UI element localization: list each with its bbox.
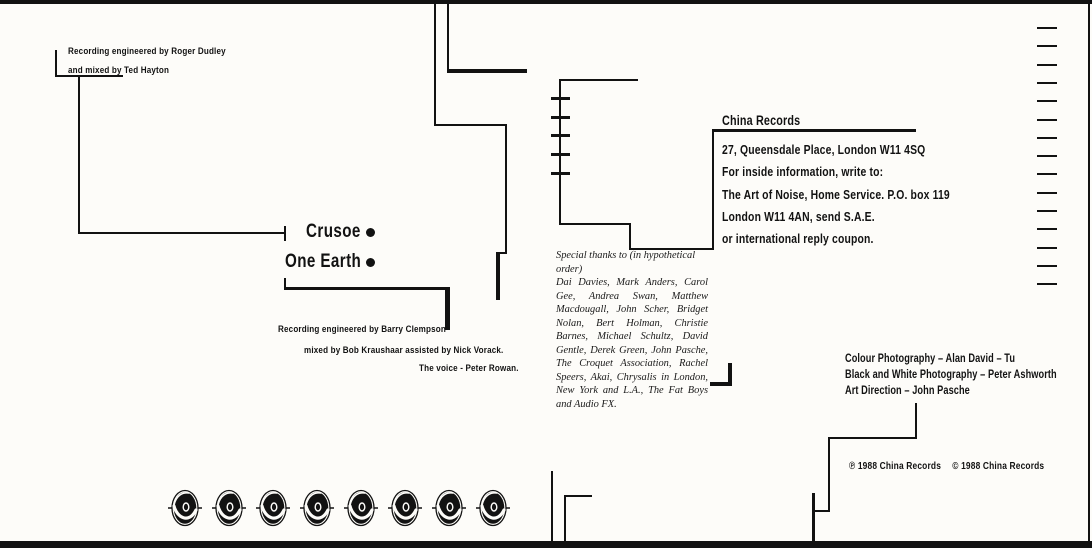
track-bullet xyxy=(366,258,375,267)
connector-line xyxy=(812,493,815,541)
special-thanks-heading: Special thanks to (in hypothetical order) xyxy=(556,250,696,275)
track-title-crusoe: Crusoe xyxy=(306,221,361,242)
ladder-tick xyxy=(551,134,570,137)
corner-bracket xyxy=(710,382,732,386)
connector-line xyxy=(434,124,507,126)
phonogram-notice: ℗ 1988 China Records xyxy=(849,460,942,472)
eye-logo-icon xyxy=(212,486,246,530)
address-line: The Art of Noise, Home Service. P.O. box 119 xyxy=(722,186,950,202)
connector-line xyxy=(564,495,592,497)
connector-tick xyxy=(284,226,286,241)
address-line: or international reply coupon. xyxy=(722,231,874,247)
connector-line xyxy=(447,4,449,71)
connector-line xyxy=(505,124,507,254)
copyright-line xyxy=(849,456,1092,474)
label-address-block xyxy=(722,139,1007,250)
address-line: London W11 4AN, send S.A.E. xyxy=(722,208,875,224)
eye-logo-icon xyxy=(476,486,510,530)
eye-logo-icon xyxy=(344,486,378,530)
track-bullet xyxy=(366,228,375,237)
ruler-dash xyxy=(1037,283,1057,285)
ruler-dash xyxy=(1037,100,1057,102)
connector-line-thick xyxy=(447,69,527,73)
bottom-border-bar xyxy=(0,541,1092,548)
credit-line: Black and White Photography – Peter Ashworth xyxy=(845,369,1057,381)
connector-line xyxy=(434,4,436,126)
eye-logo-row xyxy=(168,486,520,530)
photography-credits xyxy=(845,351,1092,399)
credit-line: The voice - Peter Rowan. xyxy=(419,363,519,374)
connector-line-thick xyxy=(496,252,500,300)
connector-line xyxy=(629,223,631,250)
connector-line xyxy=(559,79,561,225)
connector-line xyxy=(284,287,449,290)
ladder-tick xyxy=(551,153,570,156)
engineering-credit-mid xyxy=(278,319,476,337)
connector-line xyxy=(828,437,917,439)
ruler-dash xyxy=(1037,173,1057,175)
connector-line xyxy=(78,75,80,234)
ruler-dash xyxy=(1037,265,1057,267)
connector-line xyxy=(559,223,631,225)
ruler-dash xyxy=(1037,119,1057,121)
credit-line: Art Direction – John Pasche xyxy=(845,385,970,397)
credit-line: and mixed by Ted Hayton xyxy=(68,65,170,76)
ruler-dash xyxy=(1037,64,1057,66)
connector-line xyxy=(828,437,830,512)
ruler-dash xyxy=(1037,82,1057,84)
eye-logo-icon xyxy=(388,486,422,530)
ruler-dash xyxy=(1037,210,1057,212)
connector-line xyxy=(712,129,714,250)
ladder-tick xyxy=(551,172,570,175)
connector-line xyxy=(564,495,566,541)
ruler-dash xyxy=(1037,27,1057,29)
copyright-notice: © 1988 China Records xyxy=(952,460,1045,472)
mixing-credit xyxy=(304,340,539,358)
ladder-tick xyxy=(551,116,570,119)
top-border-bar xyxy=(0,0,1092,4)
connector-line xyxy=(915,403,917,439)
special-thanks-block xyxy=(556,249,708,411)
ruler-dash xyxy=(1037,228,1057,230)
connector-line xyxy=(551,471,553,541)
voice-credit xyxy=(419,358,536,376)
credit-line: Colour Photography – Alan David – Tu xyxy=(845,353,1016,365)
label-name: China Records xyxy=(722,113,801,128)
track-title-one-earth: One Earth xyxy=(285,251,362,272)
eye-logo-icon xyxy=(168,486,202,530)
ruler-dash xyxy=(1037,45,1057,47)
address-line: 27, Queensdale Place, London W11 4SQ xyxy=(722,142,926,157)
connector-line xyxy=(55,50,57,77)
eye-logo-icon xyxy=(432,486,466,530)
connector-line xyxy=(559,79,638,81)
ruler-dash xyxy=(1037,247,1057,249)
eye-logo-icon xyxy=(300,486,334,530)
address-line: For inside information, write to: xyxy=(722,164,884,180)
connector-line xyxy=(78,232,286,234)
ruler-dash xyxy=(1037,155,1057,157)
eye-logo-icon xyxy=(256,486,290,530)
ruler-dash xyxy=(1037,192,1057,194)
special-thanks-body: Dai Davies, Mark Anders, Carol Gee, Andrea Swan, Matthew Macdougall, John Scher, Bridget Nolan, Bert Holman, Christie Barnes, Michael Schultz, David Gentle, Derek Green, John Pasche, The Croquet Association, Rachel Speers, Akai, Chrysalis in London, New York and L.A., The Fat Boys and Audio FX. xyxy=(556,277,708,410)
credit-line: Recording engineered by Roger Dudley xyxy=(68,46,226,57)
ladder-tick xyxy=(551,97,570,100)
engineering-credit-top xyxy=(68,41,254,79)
ruler-dash xyxy=(1037,137,1057,139)
credit-line: mixed by Bob Kraushaar assisted by Nick Vorack. xyxy=(304,345,504,356)
credit-line: Recording engineered by Barry Clempson xyxy=(278,324,447,335)
